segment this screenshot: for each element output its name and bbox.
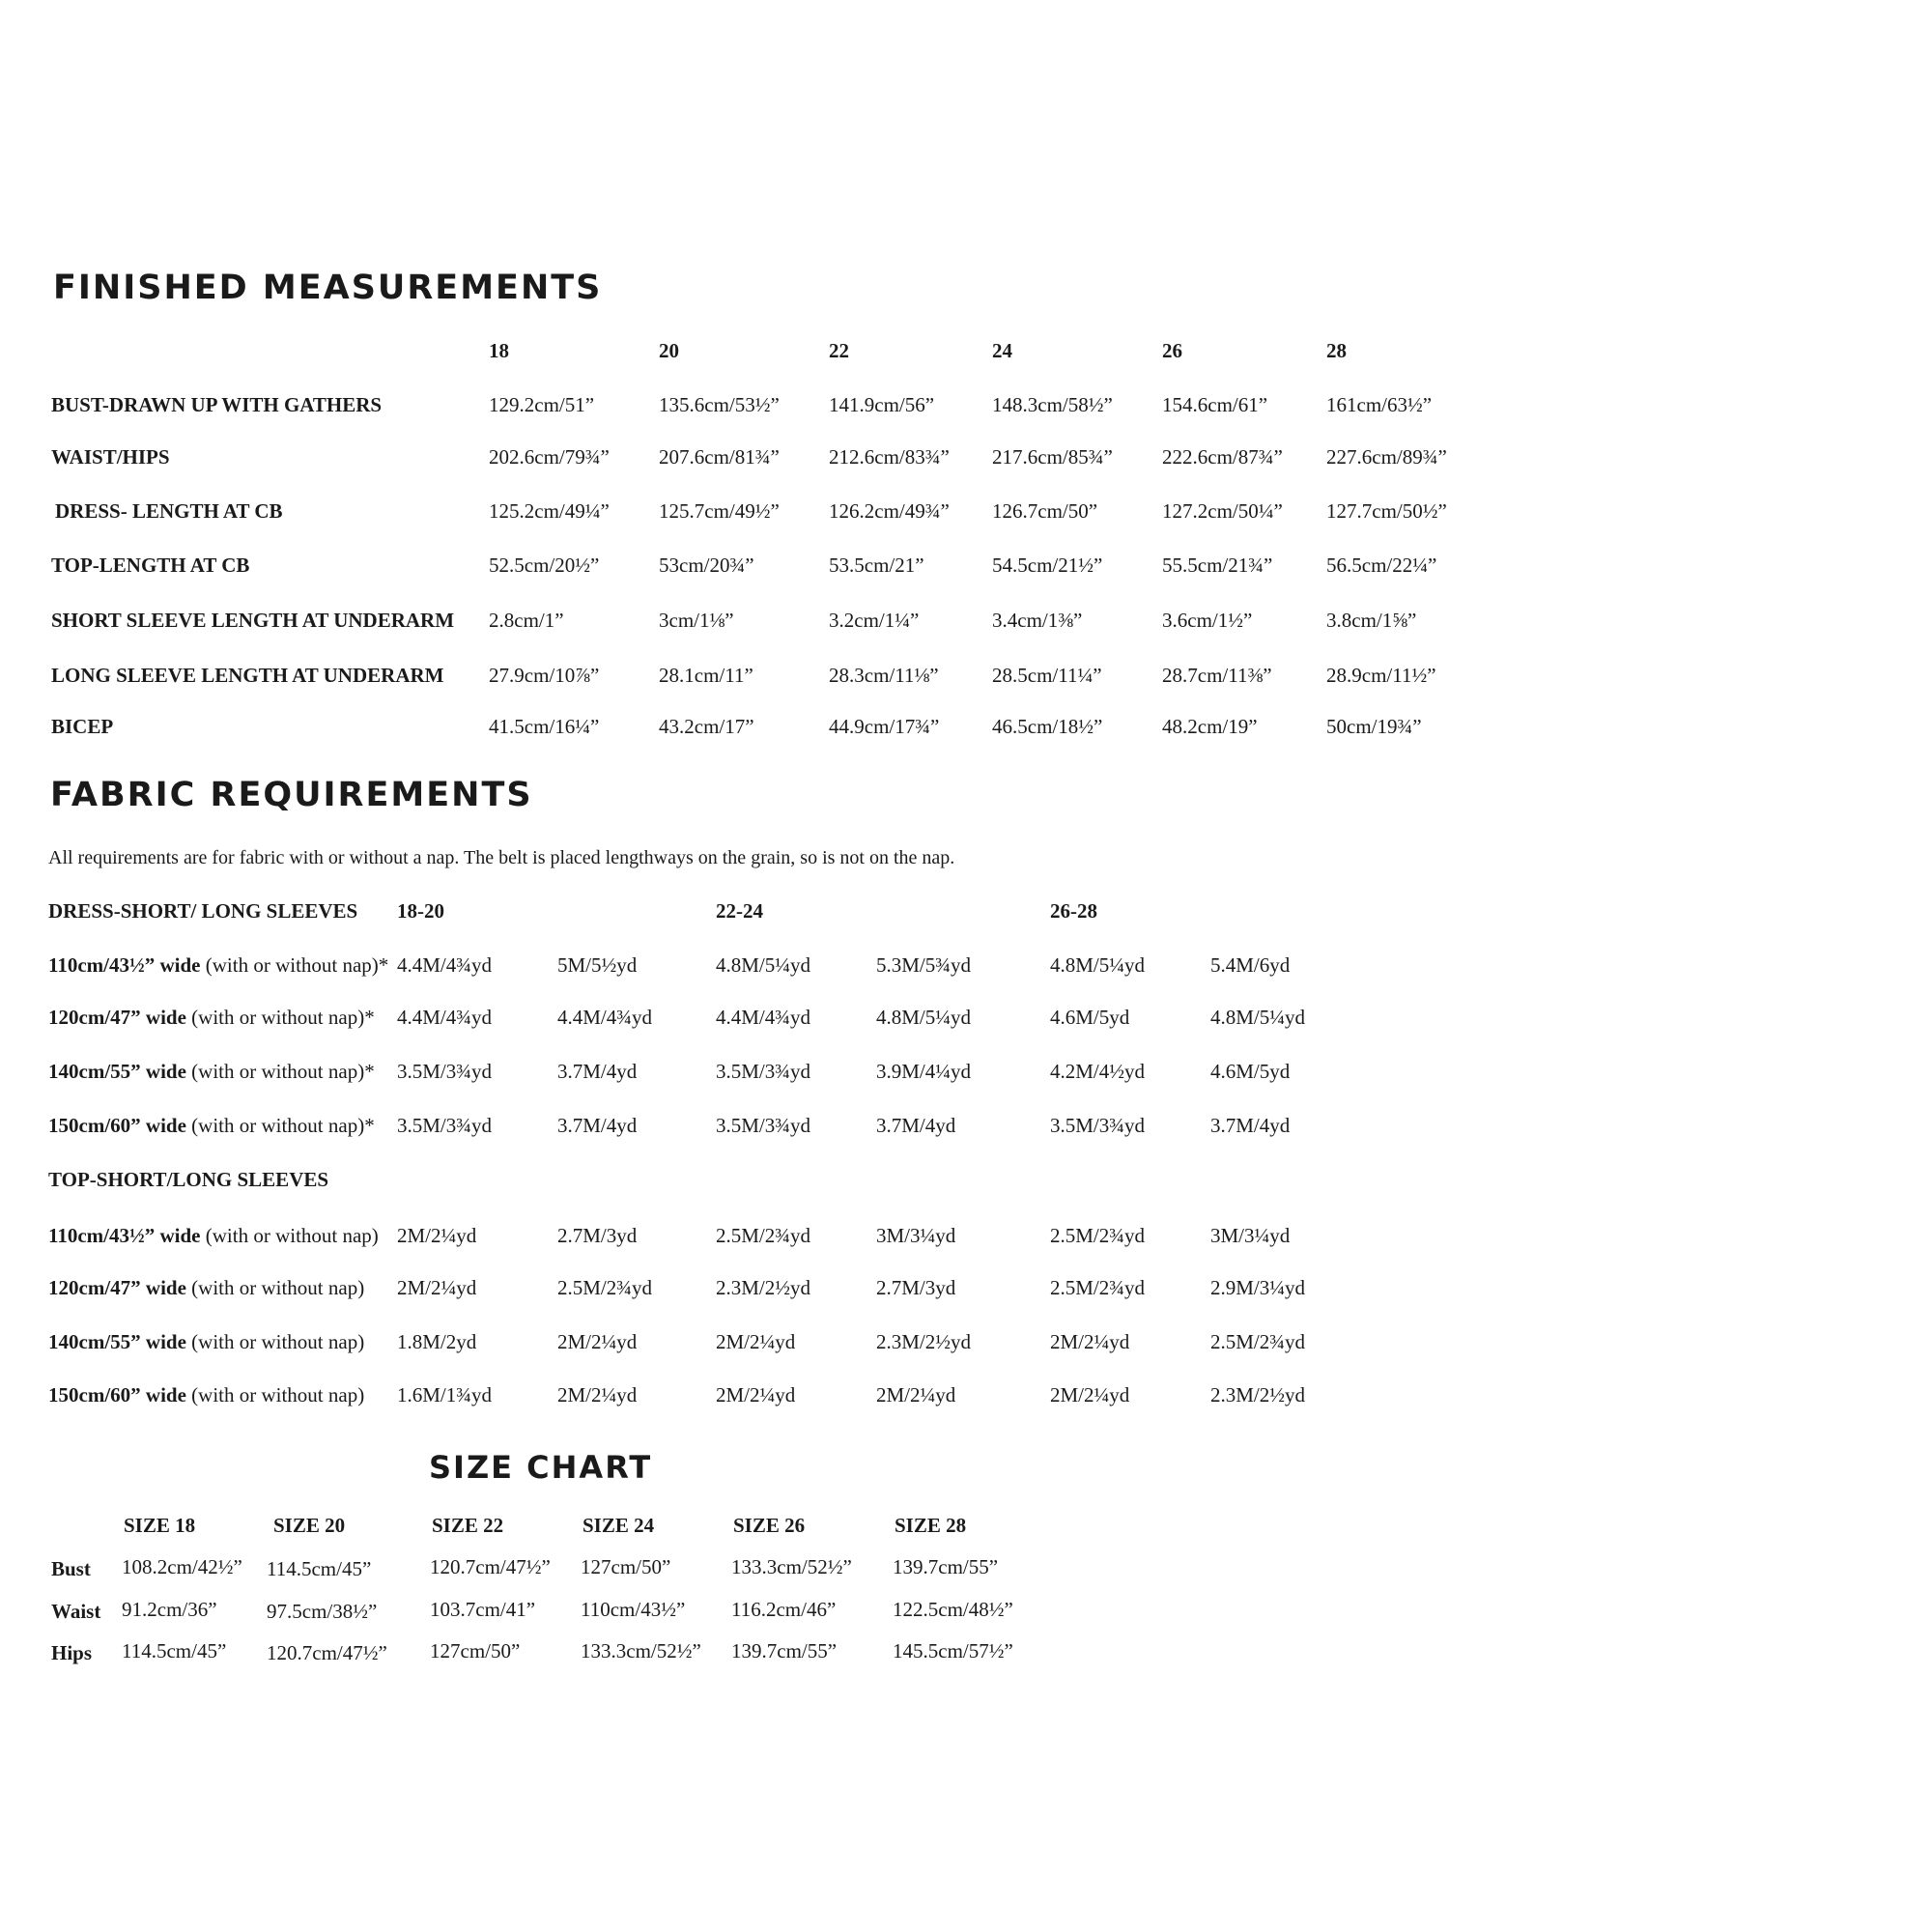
dress-cell: 3.7M/4yd <box>557 1114 638 1137</box>
dress-cell: 4.4M/4¾yd <box>397 1006 493 1029</box>
finished-cell: 141.9cm/56” <box>829 393 935 416</box>
size-chart-header: SIZE 20 <box>273 1514 346 1537</box>
dress-row-label: 150cm/60” wide (with or without nap)* <box>48 1114 375 1137</box>
fabric-note: All requirements are for fabric with or without a nap. The belt is placed lengthways on the grain, so is not on the nap. <box>48 847 955 868</box>
size-chart-cell: 139.7cm/55” <box>893 1555 999 1578</box>
top-cell: 2M/2¼yd <box>557 1330 638 1353</box>
finished-size-header: 18 <box>489 339 509 362</box>
dress-cell: 4.4M/4¾yd <box>557 1006 653 1029</box>
top-cell: 2.5M/2¾yd <box>1050 1224 1146 1247</box>
dress-cell: 4.2M/4½yd <box>1050 1060 1146 1083</box>
size-chart-cell: 108.2cm/42½” <box>122 1555 242 1578</box>
size-chart-cell: 120.7cm/47½” <box>430 1555 551 1578</box>
size-chart-cell: 145.5cm/57½” <box>893 1639 1013 1662</box>
finished-cell: 52.5cm/20½” <box>489 554 600 577</box>
size-chart-cell: 127cm/50” <box>581 1555 671 1578</box>
finished-cell: 28.9cm/11½” <box>1326 664 1436 687</box>
dress-cell: 4.6M/5yd <box>1050 1006 1130 1029</box>
top-cell: 2M/2¼yd <box>876 1383 956 1406</box>
size-chart-cell: 120.7cm/47½” <box>267 1641 387 1664</box>
top-row-label: 120cm/47” wide (with or without nap) <box>48 1276 365 1299</box>
top-cell: 2.3M/2½yd <box>1210 1383 1306 1406</box>
top-row-label: 110cm/43½” wide (with or without nap) <box>48 1224 379 1247</box>
size-chart-header: SIZE 22 <box>432 1514 504 1537</box>
finished-cell: 2.8cm/1” <box>489 609 564 632</box>
size-chart-cell: 122.5cm/48½” <box>893 1598 1013 1621</box>
finished-cell: 53.5cm/21” <box>829 554 924 577</box>
finished-cell: 125.2cm/49¼” <box>489 499 610 523</box>
finished-cell: 212.6cm/83¾” <box>829 445 950 469</box>
dress-cell: 5.3M/5¾yd <box>876 953 972 977</box>
size-chart-row-label: Bust <box>51 1557 91 1580</box>
size-chart-title: SIZE CHART <box>429 1449 653 1486</box>
size-chart-cell: 103.7cm/41” <box>430 1598 536 1621</box>
finished-cell: 127.2cm/50¼” <box>1162 499 1283 523</box>
dress-cell: 4.4M/4¾yd <box>716 1006 811 1029</box>
size-chart-header: SIZE 24 <box>582 1514 655 1537</box>
finished-row-label: TOP-LENGTH AT CB <box>51 554 250 577</box>
dress-cell: 4.4M/4¾yd <box>397 953 493 977</box>
top-cell: 2.5M/2¾yd <box>1050 1276 1146 1299</box>
dress-cell: 3.9M/4¼yd <box>876 1060 972 1083</box>
dress-heading: DRESS-SHORT/ LONG SLEEVES <box>48 899 358 923</box>
finished-size-header: 28 <box>1326 339 1347 362</box>
size-chart-cell: 114.5cm/45” <box>122 1639 227 1662</box>
finished-row-label: DRESS- LENGTH AT CB <box>55 499 283 523</box>
finished-cell: 3.6cm/1½” <box>1162 609 1253 632</box>
finished-cell: 125.7cm/49½” <box>659 499 780 523</box>
dress-row-label: 120cm/47” wide (with or without nap)* <box>48 1006 375 1029</box>
dress-group-header: 18-20 <box>397 899 444 923</box>
top-cell: 2.5M/2¾yd <box>716 1224 811 1247</box>
finished-cell: 126.7cm/50” <box>992 499 1098 523</box>
finished-cell: 3.4cm/1⅜” <box>992 609 1083 632</box>
dress-cell: 3.7M/4yd <box>557 1060 638 1083</box>
finished-measurements-title: FINISHED MEASUREMENTS <box>53 269 603 307</box>
size-chart-cell: 133.3cm/52½” <box>731 1555 852 1578</box>
dress-cell: 4.8M/5¼yd <box>876 1006 972 1029</box>
finished-row-label: BICEP <box>51 715 114 738</box>
finished-size-header: 20 <box>659 339 679 362</box>
finished-row-label: LONG SLEEVE LENGTH AT UNDERARM <box>51 664 444 687</box>
top-cell: 2M/2¼yd <box>1050 1330 1130 1353</box>
finished-size-header: 26 <box>1162 339 1182 362</box>
finished-cell: 27.9cm/10⅞” <box>489 664 600 687</box>
size-chart-header: SIZE 26 <box>733 1514 806 1537</box>
finished-cell: 44.9cm/17¾” <box>829 715 940 738</box>
finished-cell: 56.5cm/22¼” <box>1326 554 1437 577</box>
top-cell: 2.5M/2¾yd <box>557 1276 653 1299</box>
finished-cell: 54.5cm/21½” <box>992 554 1103 577</box>
finished-size-header: 24 <box>992 339 1012 362</box>
top-heading: TOP-SHORT/LONG SLEEVES <box>48 1168 329 1191</box>
size-chart-cell: 110cm/43½” <box>581 1598 686 1621</box>
dress-cell: 5M/5½yd <box>557 953 638 977</box>
finished-cell: 217.6cm/85¾” <box>992 445 1113 469</box>
size-chart-cell: 91.2cm/36” <box>122 1598 217 1621</box>
top-cell: 2.7M/3yd <box>557 1224 638 1247</box>
finished-row-label: SHORT SLEEVE LENGTH AT UNDERARM <box>51 609 455 632</box>
dress-cell: 3.5M/3¾yd <box>397 1114 493 1137</box>
dress-group-header: 22-24 <box>716 899 763 923</box>
dress-cell: 3.7M/4yd <box>876 1114 956 1137</box>
finished-cell: 50cm/19¾” <box>1326 715 1422 738</box>
top-cell: 3M/3¼yd <box>1210 1224 1291 1247</box>
dress-cell: 4.8M/5¼yd <box>1050 953 1146 977</box>
finished-cell: 28.3cm/11⅛” <box>829 664 939 687</box>
finished-cell: 3.2cm/1¼” <box>829 609 920 632</box>
dress-cell: 3.5M/3¾yd <box>397 1060 493 1083</box>
finished-cell: 154.6cm/61” <box>1162 393 1268 416</box>
finished-size-header: 22 <box>829 339 849 362</box>
top-cell: 2M/2¼yd <box>397 1224 477 1247</box>
size-chart-cell: 116.2cm/46” <box>731 1598 837 1621</box>
top-cell: 2.5M/2¾yd <box>1210 1330 1306 1353</box>
dress-cell: 3.7M/4yd <box>1210 1114 1291 1137</box>
finished-cell: 129.2cm/51” <box>489 393 595 416</box>
finished-cell: 53cm/20¾” <box>659 554 754 577</box>
size-chart-cell: 97.5cm/38½” <box>267 1600 378 1623</box>
finished-cell: 148.3cm/58½” <box>992 393 1113 416</box>
top-cell: 2M/2¼yd <box>716 1330 796 1353</box>
top-cell: 2.9M/3¼yd <box>1210 1276 1306 1299</box>
finished-cell: 3cm/1⅛” <box>659 609 734 632</box>
size-chart-row-label: Waist <box>51 1600 101 1623</box>
dress-cell: 5.4M/6yd <box>1210 953 1291 977</box>
size-chart-header: SIZE 28 <box>895 1514 967 1537</box>
finished-cell: 3.8cm/1⅝” <box>1326 609 1417 632</box>
top-cell: 2M/2¼yd <box>1050 1383 1130 1406</box>
size-chart-cell: 133.3cm/52½” <box>581 1639 701 1662</box>
top-cell: 2.3M/2½yd <box>716 1276 811 1299</box>
size-chart-cell: 127cm/50” <box>430 1639 521 1662</box>
finished-cell: 227.6cm/89¾” <box>1326 445 1447 469</box>
finished-cell: 46.5cm/18½” <box>992 715 1103 738</box>
dress-row-label: 140cm/55” wide (with or without nap)* <box>48 1060 375 1083</box>
finished-cell: 28.7cm/11⅜” <box>1162 664 1272 687</box>
finished-cell: 43.2cm/17” <box>659 715 754 738</box>
finished-cell: 202.6cm/79¾” <box>489 445 610 469</box>
finished-cell: 135.6cm/53½” <box>659 393 780 416</box>
finished-cell: 207.6cm/81¾” <box>659 445 780 469</box>
top-cell: 2M/2¼yd <box>716 1383 796 1406</box>
top-cell: 1.8M/2yd <box>397 1330 477 1353</box>
finished-cell: 161cm/63½” <box>1326 393 1433 416</box>
dress-group-header: 26-28 <box>1050 899 1097 923</box>
top-cell: 2.7M/3yd <box>876 1276 956 1299</box>
finished-cell: 222.6cm/87¾” <box>1162 445 1283 469</box>
finished-cell: 55.5cm/21¾” <box>1162 554 1273 577</box>
top-row-label: 140cm/55” wide (with or without nap) <box>48 1330 365 1353</box>
finished-row-label: WAIST/HIPS <box>51 445 170 469</box>
finished-cell: 41.5cm/16¼” <box>489 715 600 738</box>
size-chart-cell: 114.5cm/45” <box>267 1557 372 1580</box>
top-cell: 2M/2¼yd <box>397 1276 477 1299</box>
finished-row-label: BUST-DRAWN UP WITH GATHERS <box>51 393 383 416</box>
finished-cell: 127.7cm/50½” <box>1326 499 1447 523</box>
size-chart-cell: 139.7cm/55” <box>731 1639 838 1662</box>
finished-cell: 126.2cm/49¾” <box>829 499 950 523</box>
dress-cell: 4.8M/5¼yd <box>716 953 811 977</box>
finished-cell: 48.2cm/19” <box>1162 715 1258 738</box>
top-cell: 1.6M/1¾yd <box>397 1383 493 1406</box>
dress-cell: 3.5M/3¾yd <box>1050 1114 1146 1137</box>
dress-cell: 4.8M/5¼yd <box>1210 1006 1306 1029</box>
dress-row-label: 110cm/43½” wide (with or without nap)* <box>48 953 389 977</box>
top-cell: 3M/3¼yd <box>876 1224 956 1247</box>
top-cell: 2.3M/2½yd <box>876 1330 972 1353</box>
dress-cell: 3.5M/3¾yd <box>716 1060 811 1083</box>
finished-cell: 28.5cm/11¼” <box>992 664 1102 687</box>
fabric-requirements-title: FABRIC REQUIREMENTS <box>50 776 533 814</box>
size-chart-row-label: Hips <box>51 1641 93 1664</box>
dress-cell: 3.5M/3¾yd <box>716 1114 811 1137</box>
size-chart-header: SIZE 18 <box>124 1514 196 1537</box>
finished-cell: 28.1cm/11” <box>659 664 753 687</box>
dress-cell: 4.6M/5yd <box>1210 1060 1291 1083</box>
top-row-label: 150cm/60” wide (with or without nap) <box>48 1383 365 1406</box>
top-cell: 2M/2¼yd <box>557 1383 638 1406</box>
